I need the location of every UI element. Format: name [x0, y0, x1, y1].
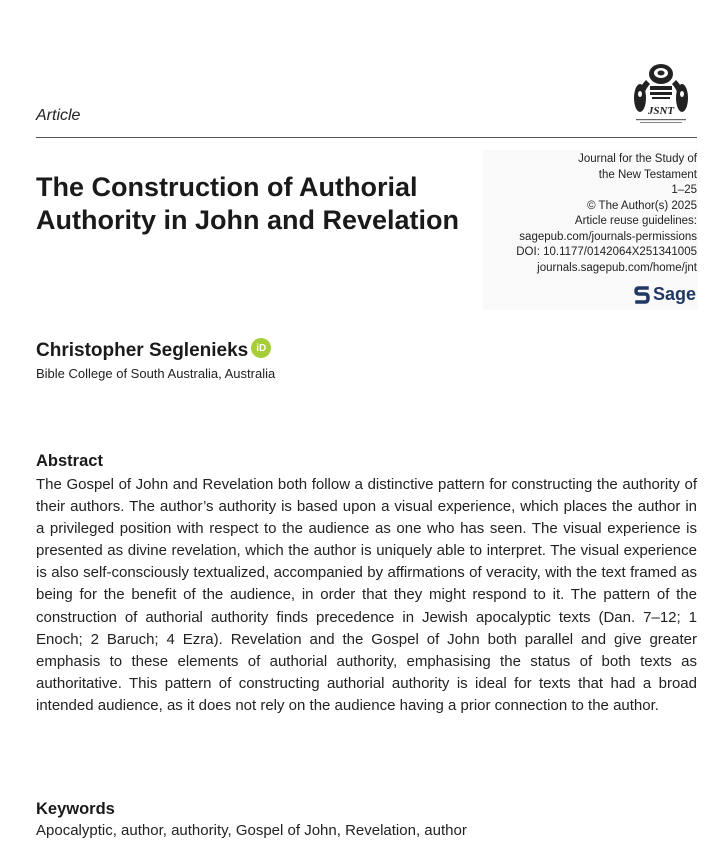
author-name: Christopher Seglenieks [36, 340, 249, 361]
journal-logo-text: JSNT [647, 105, 675, 117]
page-range: 1–25 [671, 184, 697, 196]
doi[interactable]: DOI: 10.1177/0142064X251341005 [516, 246, 697, 258]
journal-name-line1: Journal for the Study of [578, 153, 697, 165]
reuse-link[interactable]: sagepub.com/journals-permissions [519, 230, 697, 243]
abstract-text: The Gospel of John and Revelation both follow a distinctive pattern for constructing the authority of their authors. The author’s authority is based upon a visual experience, which places the author in a privileged position with respect to the audience as one who has seen. The visual experience is presented as divine revelation, which the author is uniquely able to interpret. The visual experience is also self-consciously textualized, accompanied by affirmations of veracity, with the text framed as being for the benefit of the audience, in order that they might respond to it. The pattern of the construction of authorial authority finds precedence in Jewish apocalyptic texts (Dan. 7–12; 1 Enoch; 2 Baruch; 4 Ezra). Revelation and the Gospel of John both parallel and give greater emphasis to these elements of authorial authority, emphasising the status of both texts as authoritative. This pattern of constructing authorial authority is ideal for texts that had a broad intended audience, as it does not rely on the audience having a prior connection to the author. [36, 476, 697, 714]
article-type: Article [36, 107, 81, 124]
article-title: The Construction of Authorial Authority in John and Revelation [36, 172, 460, 235]
keywords-text: Apocalyptic, author, authority, Gospel of John, Revelation, author [36, 822, 467, 839]
reuse-label: Article reuse guidelines: [574, 215, 697, 227]
author [36, 340, 271, 362]
author-affiliation: Bible College of South Australia, Australia [36, 366, 276, 381]
copyright: © The Author(s) 2025 [587, 199, 697, 212]
keywords-heading: Keywords [36, 800, 115, 818]
journal-info [516, 152, 697, 276]
sage-s-icon [634, 285, 650, 305]
publisher-logo [634, 284, 696, 305]
orcid-icon[interactable]: iD [251, 338, 271, 358]
publisher-name: Sage [652, 284, 696, 304]
journal-logo [626, 60, 696, 126]
journal-name-line2: the New Testament [598, 168, 697, 181]
header-divider [36, 137, 697, 138]
abstract-heading: Abstract [36, 452, 103, 470]
journal-homepage[interactable]: journals.sagepub.com/home/jnt [537, 261, 697, 274]
